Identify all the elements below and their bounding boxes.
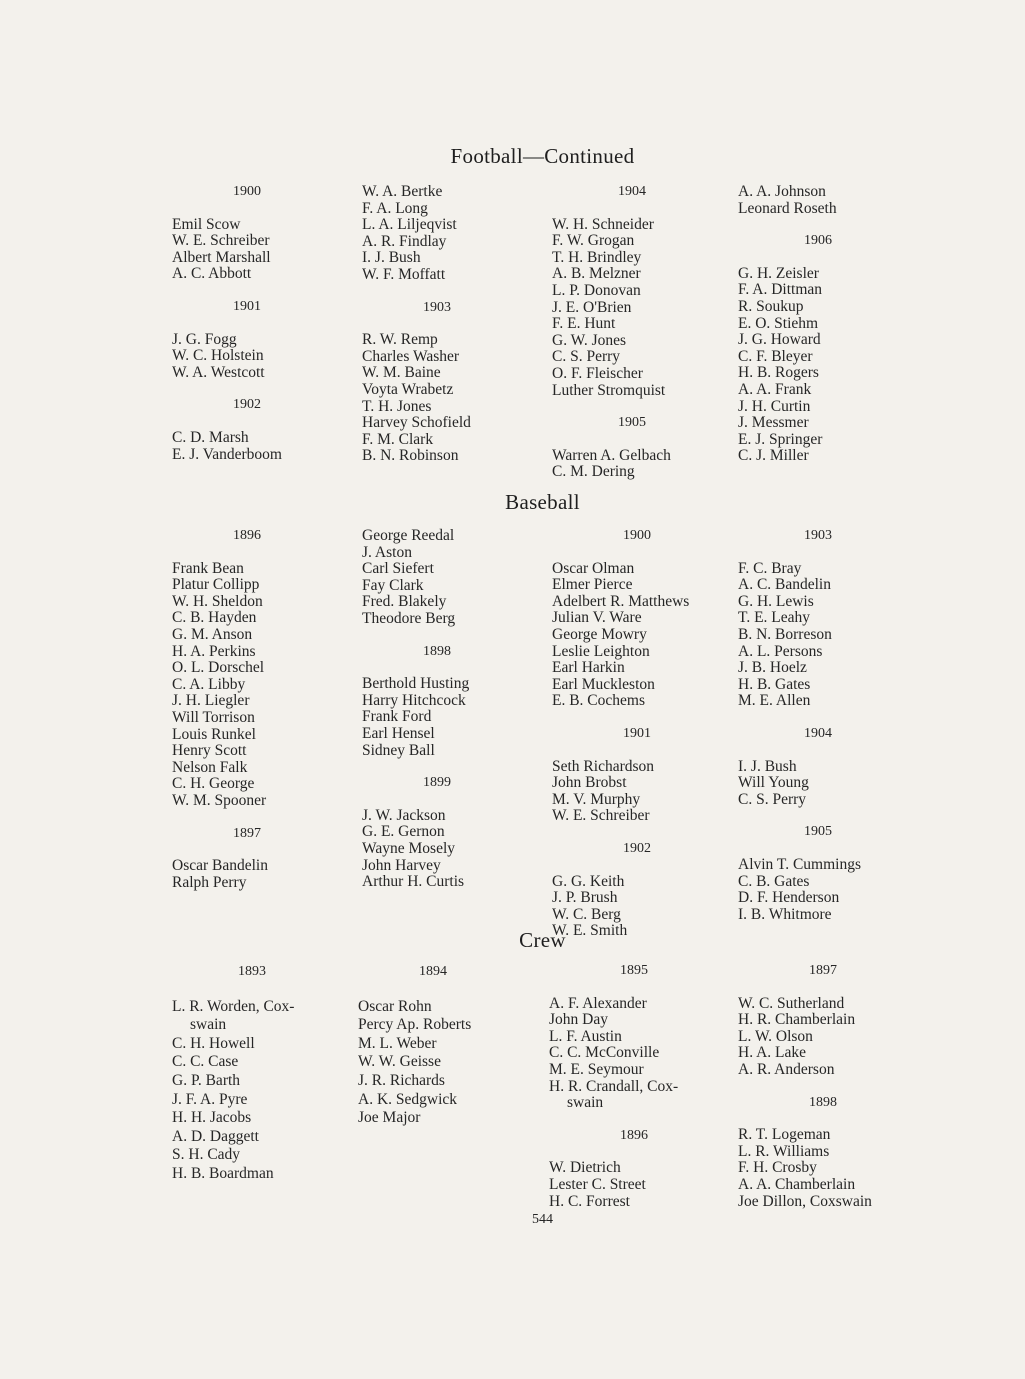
roster-name: W. A. Bertke <box>362 183 443 200</box>
roster-name: T. H. Jones <box>362 397 432 415</box>
year-group <box>552 415 712 481</box>
roster-name: Earl Muckleston <box>552 675 655 693</box>
roster-name: Lester C. Street <box>549 1175 646 1193</box>
roster-name: C. S. Perry <box>738 790 807 808</box>
roster-name: Harry Hitchcock <box>362 691 466 709</box>
roster-name: T. H. Brindley <box>552 248 642 266</box>
roster-name: J. R. Richards <box>358 1071 445 1089</box>
crew-column-3 <box>549 963 719 1210</box>
roster-name: Earl Hensel <box>362 724 435 742</box>
year-group <box>362 528 512 628</box>
year-group <box>738 233 898 465</box>
year-group <box>738 824 898 923</box>
roster-name: H. B. Rogers <box>738 364 819 382</box>
roster-name: J. G. Fogg <box>172 330 237 348</box>
roster-name: Platur Collipp <box>172 576 260 594</box>
section-heading-baseball: Baseball <box>505 490 580 514</box>
roster-name: Theodore Berg <box>362 609 456 627</box>
roster-name: Oscar Olman <box>552 559 635 577</box>
roster-name: J. E. O'Brien <box>552 298 632 316</box>
roster-name: W. A. Westcott <box>172 363 265 381</box>
roster-name: C. F. Bleyer <box>738 347 813 365</box>
roster-name: H. A. Lake <box>738 1044 807 1062</box>
roster-name: G. H. Zeisler <box>738 264 819 282</box>
year-heading: 1902 <box>233 397 261 413</box>
football-column-3 <box>552 184 712 481</box>
roster-name: E. O. Stiehm <box>738 314 819 332</box>
roster-name: L. F. Austin <box>549 1027 622 1045</box>
roster-name: C. H. Howell <box>172 1034 255 1052</box>
roster-name: G. M. Anson <box>172 625 253 643</box>
roster-name: Oscar Rohn <box>358 997 432 1015</box>
roster-name: Frank Bean <box>172 559 244 577</box>
roster-name: F. E. Hunt <box>552 315 616 333</box>
page-number: 544 <box>532 1212 553 1227</box>
roster-name: C. B. Hayden <box>172 609 257 627</box>
roster-name: A. A. Frank <box>738 380 812 398</box>
year-heading: 1906 <box>804 233 832 249</box>
roster-name: E. J. Springer <box>738 430 823 448</box>
roster-name: W. E. Schreiber <box>172 232 270 250</box>
roster-name: Adelbert R. Matthews <box>552 592 690 610</box>
year-heading: 1900 <box>623 528 651 543</box>
roster-name: A. L. Persons <box>738 642 823 660</box>
year-group <box>552 528 722 710</box>
roster-name: Seth Richardson <box>552 757 655 775</box>
roster-name: F. A. Long <box>362 199 428 217</box>
year-heading: 1896 <box>620 1127 648 1143</box>
roster-name: E. J. Vanderboom <box>172 445 282 463</box>
roster-name: W. F. Moffatt <box>362 265 446 283</box>
roster-name: A. A. Chamberlain <box>738 1175 856 1193</box>
roster-name: John Harvey <box>362 856 441 874</box>
roster-name: Earl Harkin <box>552 659 625 677</box>
roster-name: F. A. Dittman <box>738 281 823 299</box>
roster-name: H. A. Perkins <box>172 642 256 660</box>
roster-name: C. S. Perry <box>552 348 621 366</box>
roster-name: Warren A. Gelbach <box>552 446 671 464</box>
roster-name: Will Young <box>738 774 809 792</box>
year-group <box>172 299 322 381</box>
year-group <box>172 963 332 1184</box>
roster-name: Leslie Leighton <box>552 642 650 660</box>
year-group <box>362 775 512 891</box>
year-group <box>362 184 512 284</box>
roster-name: A. C. Abbott <box>172 265 252 283</box>
roster-name: Carl Siefert <box>362 560 434 578</box>
roster-name: C. C. McConville <box>549 1044 660 1062</box>
roster-name: O. F. Fleischer <box>552 364 643 382</box>
section-heading-football: Football—Continued <box>450 144 635 168</box>
roster-name: W. H. Sheldon <box>172 592 263 610</box>
roster-name: A. F. Alexander <box>549 994 647 1012</box>
roster-name: W. E. Smith <box>552 922 628 940</box>
year-heading: 1895 <box>620 963 648 978</box>
baseball-column-4 <box>738 528 898 923</box>
year-heading: 1904 <box>618 184 646 199</box>
roster-name: G. H. Lewis <box>738 592 814 610</box>
roster-name: L. R. Worden, Cox- <box>172 997 295 1015</box>
year-group <box>172 528 322 810</box>
roster-name: Albert Marshall <box>172 248 271 266</box>
roster-name: F. C. Bray <box>738 559 802 577</box>
roster-name: O. L. Dorschel <box>172 659 265 677</box>
year-group <box>172 826 322 892</box>
roster-name: M. L. Weber <box>358 1034 437 1052</box>
roster-name: W. Dietrich <box>549 1159 621 1177</box>
year-group <box>362 644 512 760</box>
roster-name: M. E. Allen <box>738 692 811 710</box>
year-heading: 1900 <box>233 184 261 199</box>
roster-name: L. R. Williams <box>738 1142 830 1160</box>
roster-name: Joe Dillon, Coxswain <box>738 1192 872 1210</box>
year-heading: 1902 <box>623 840 651 856</box>
roster-name: Joe Major <box>358 1109 421 1127</box>
section-heading-crew: Crew <box>519 928 566 952</box>
year-group <box>552 841 722 940</box>
year-heading: 1898 <box>809 1094 837 1110</box>
roster-name: G. P. Barth <box>172 1071 241 1089</box>
roster-name: M. V. Murphy <box>552 790 641 808</box>
roster-name: George Reedal <box>362 527 455 544</box>
roster-name: W. C. Sutherland <box>738 994 845 1012</box>
roster-name: H. R. Chamberlain <box>738 1011 856 1029</box>
roster-name: G. E. Gernon <box>362 823 445 841</box>
roster-name: Wayne Mosely <box>362 839 456 857</box>
roster-name: I. B. Whitmore <box>738 905 832 923</box>
roster-name: Emil Scow <box>172 215 241 233</box>
roster-name: H. R. Crandall, Cox- <box>549 1077 679 1095</box>
roster-name: L. A. Liljeqvist <box>362 216 457 234</box>
year-heading: 1897 <box>809 963 837 978</box>
roster-name: Leonard Roseth <box>738 199 837 217</box>
year-group <box>552 184 712 399</box>
year-group <box>362 300 512 465</box>
roster-name: Voyta Wrabetz <box>362 380 454 398</box>
roster-name: R. T. Logeman <box>738 1126 831 1144</box>
roster-name: M. E. Seymour <box>549 1060 644 1078</box>
roster-name: A. B. Melzner <box>552 265 641 283</box>
year-group <box>549 1128 719 1210</box>
roster-name: Percy Ap. Roberts <box>358 1016 472 1034</box>
year-heading: 1905 <box>804 824 832 840</box>
roster-name: G. W. Jones <box>552 331 627 349</box>
roster-name: H. B. Boardman <box>172 1164 274 1182</box>
roster-name: George Mowry <box>552 625 647 643</box>
roster-name: A. R. Anderson <box>738 1060 835 1078</box>
football-column-4 <box>738 184 898 465</box>
year-heading: 1894 <box>419 964 447 979</box>
roster-name: Sidney Ball <box>362 741 435 759</box>
year-heading: 1901 <box>233 298 261 314</box>
roster-name: S. H. Cady <box>172 1146 241 1164</box>
roster-name: C. C. Case <box>172 1053 239 1071</box>
year-heading: 1898 <box>423 643 451 659</box>
year-group <box>738 528 898 710</box>
year-group <box>738 1095 908 1211</box>
crew-column-4 <box>738 963 908 1210</box>
roster-name: Fay Clark <box>362 576 424 594</box>
roster-name: Elmer Pierce <box>552 576 633 594</box>
year-heading: 1893 <box>238 964 266 979</box>
roster-name: J. Aston <box>362 543 412 561</box>
roster-name: A. C. Bandelin <box>738 576 831 594</box>
year-group <box>358 963 508 1128</box>
year-group <box>738 184 898 217</box>
roster-name: Alvin T. Cummings <box>738 855 862 873</box>
roster-name: Oscar Bandelin <box>172 857 268 875</box>
year-group <box>738 963 908 1079</box>
football-column-1 <box>172 184 322 463</box>
roster-name: E. B. Cochems <box>552 692 645 710</box>
roster-name: B. N. Borreson <box>738 625 832 643</box>
roster-name: J. B. Hoelz <box>738 659 807 677</box>
roster-name: F. W. Grogan <box>552 232 635 250</box>
roster-name: H. H. Jacobs <box>172 1109 252 1127</box>
roster-name: I. J. Bush <box>738 757 797 775</box>
year-group <box>172 184 322 283</box>
roster-name: W. E. Schreiber <box>552 807 650 825</box>
year-heading: 1896 <box>233 528 261 543</box>
roster-name: A. D. Daggett <box>172 1127 259 1145</box>
crew-column-1 <box>172 963 332 1184</box>
roster-name: J. P. Brush <box>552 889 618 907</box>
roster-name: F. H. Crosby <box>738 1159 817 1177</box>
roster-name: C. D. Marsh <box>172 428 249 446</box>
roster-name: L. W. Olson <box>738 1027 813 1045</box>
roster-name: Louis Runkel <box>172 725 256 743</box>
roster-name: W. H. Schneider <box>552 215 654 233</box>
roster-name: R. Soukup <box>738 297 804 315</box>
year-heading: 1904 <box>804 725 832 741</box>
roster-name: H. C. Forrest <box>549 1192 630 1210</box>
football-column-2 <box>362 184 512 465</box>
roster-name: C. A. Libby <box>172 675 246 693</box>
roster-name: Arthur H. Curtis <box>362 873 465 891</box>
year-group <box>738 726 898 808</box>
year-group <box>549 963 719 1112</box>
roster-name: W. M. Baine <box>362 364 441 382</box>
roster-name: John Day <box>549 1011 608 1029</box>
roster-name: I. J. Bush <box>362 249 421 267</box>
roster-name: C. H. George <box>172 775 255 793</box>
roster-name: Luther Stromquist <box>552 381 666 399</box>
year-heading: 1903 <box>804 528 832 543</box>
roster-name: J. G. Howard <box>738 331 821 349</box>
roster-name: A. K. Sedgwick <box>358 1090 458 1108</box>
roster-name: Nelson Falk <box>172 758 248 776</box>
year-heading: 1901 <box>623 725 651 741</box>
year-group <box>552 726 722 825</box>
roster-name: John Brobst <box>552 774 627 792</box>
roster-name: B. N. Robinson <box>362 447 459 465</box>
roster-name: Frank Ford <box>362 708 432 726</box>
roster-name: J. F. A. Pyre <box>172 1090 248 1108</box>
roster-name: C. B. Gates <box>738 872 810 890</box>
roster-name: W. W. Geisse <box>358 1053 441 1071</box>
roster-name: Will Torrison <box>172 708 255 726</box>
roster-name: Harvey Schofield <box>362 414 471 432</box>
roster-name: swain <box>567 1094 604 1112</box>
roster-name: W. C. Holstein <box>172 347 264 365</box>
year-heading: 1903 <box>423 299 451 315</box>
roster-name: Fred. Blakely <box>362 593 447 611</box>
roster-name: G. G. Keith <box>552 872 625 890</box>
roster-name: F. M. Clark <box>362 430 434 448</box>
roster-name: C. M. Dering <box>552 463 635 481</box>
roster-name: D. F. Henderson <box>738 889 840 907</box>
baseball-column-1 <box>172 528 322 891</box>
roster-name: swain <box>190 1016 227 1034</box>
year-heading: 1899 <box>423 775 451 791</box>
roster-name: R. W. Remp <box>362 331 438 349</box>
year-group <box>172 397 322 463</box>
roster-name: T. E. Leahy <box>738 609 811 627</box>
roster-name: W. M. Spooner <box>172 791 267 809</box>
year-heading: 1897 <box>233 825 261 841</box>
roster-name: J. W. Jackson <box>362 806 446 824</box>
roster-name: C. J. Miller <box>738 447 809 465</box>
roster-name: W. C. Berg <box>552 905 621 923</box>
roster-name: J. Messmer <box>738 414 809 432</box>
roster-name: J. H. Liegler <box>172 692 250 710</box>
year-heading: 1905 <box>618 415 646 431</box>
roster-name: Henry Scott <box>172 742 247 760</box>
roster-name: J. H. Curtin <box>738 397 811 415</box>
baseball-column-2 <box>362 528 512 891</box>
roster-name: H. B. Gates <box>738 675 811 693</box>
roster-name: L. P. Donovan <box>552 281 641 299</box>
roster-name: Ralph Perry <box>172 873 247 891</box>
roster-name: A. R. Findlay <box>362 232 447 250</box>
baseball-column-3 <box>552 528 722 940</box>
roster-name: Julian V. Ware <box>552 609 642 627</box>
roster-name: A. A. Johnson <box>738 183 826 200</box>
crew-column-2 <box>358 963 508 1128</box>
roster-name: Berthold Husting <box>362 675 470 693</box>
roster-name: Charles Washer <box>362 347 460 365</box>
